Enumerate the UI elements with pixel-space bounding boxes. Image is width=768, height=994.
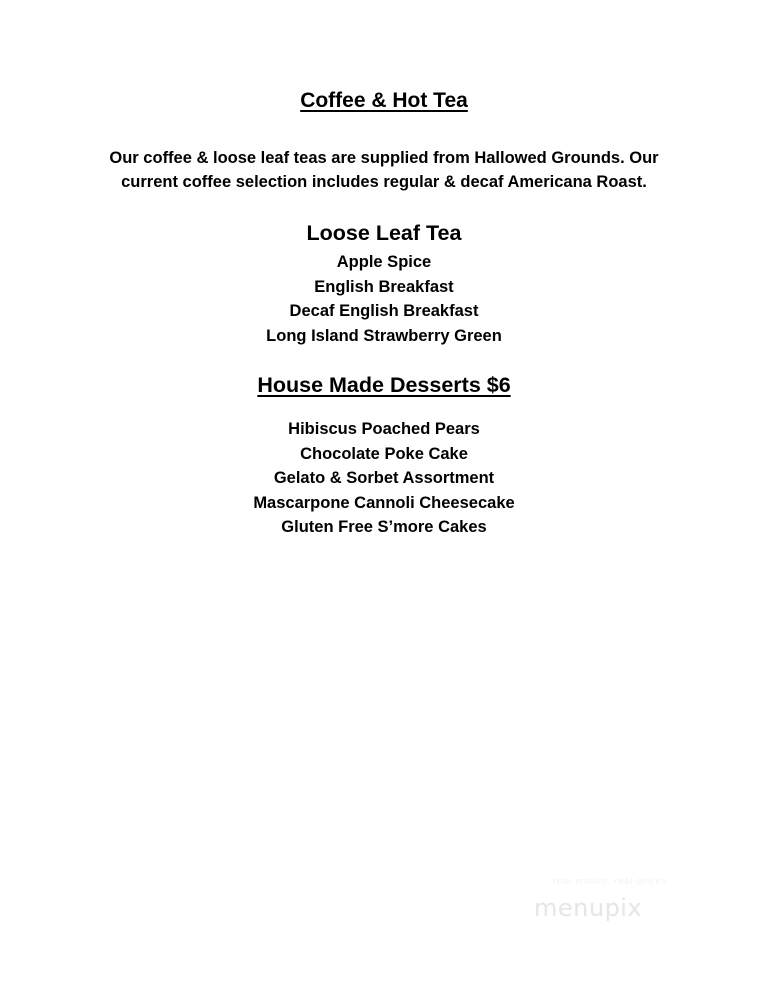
tea-list [0, 250, 768, 348]
page-title: Coffee & Hot Tea [300, 89, 468, 112]
tea-item: Long Island Strawberry Green [266, 326, 502, 345]
dessert-item: Chocolate Poke Cake [300, 444, 468, 463]
tea-item: Decaf English Breakfast [289, 302, 479, 320]
watermark-logo: menupix [534, 894, 643, 922]
menupix-watermark [530, 876, 690, 936]
watermark-tagline: real menus, real prices [552, 876, 668, 886]
intro-line: Our coffee & loose leaf teas are supplied from Hallowed Grounds. Our [109, 149, 659, 167]
desserts-section-heading: House Made Desserts $6 [257, 373, 511, 397]
dessert-item: Gelato & Sorbet Assortment [273, 469, 495, 487]
tea-item: English Breakfast [314, 277, 454, 296]
dessert-item: Mascarpone Cannoli Cheesecake [253, 493, 515, 512]
dessert-item: Gluten Free S’more Cakes [281, 518, 487, 536]
dessert-item: Hibiscus Poached Pears [288, 420, 480, 438]
tea-section-heading: Loose Leaf Tea [306, 221, 462, 245]
intro-paragraph [0, 146, 768, 194]
intro-line: current coffee selection includes regular & decaf Americana Roast. [121, 173, 647, 191]
dessert-list [0, 417, 768, 540]
tea-item: Apple Spice [336, 253, 432, 271]
